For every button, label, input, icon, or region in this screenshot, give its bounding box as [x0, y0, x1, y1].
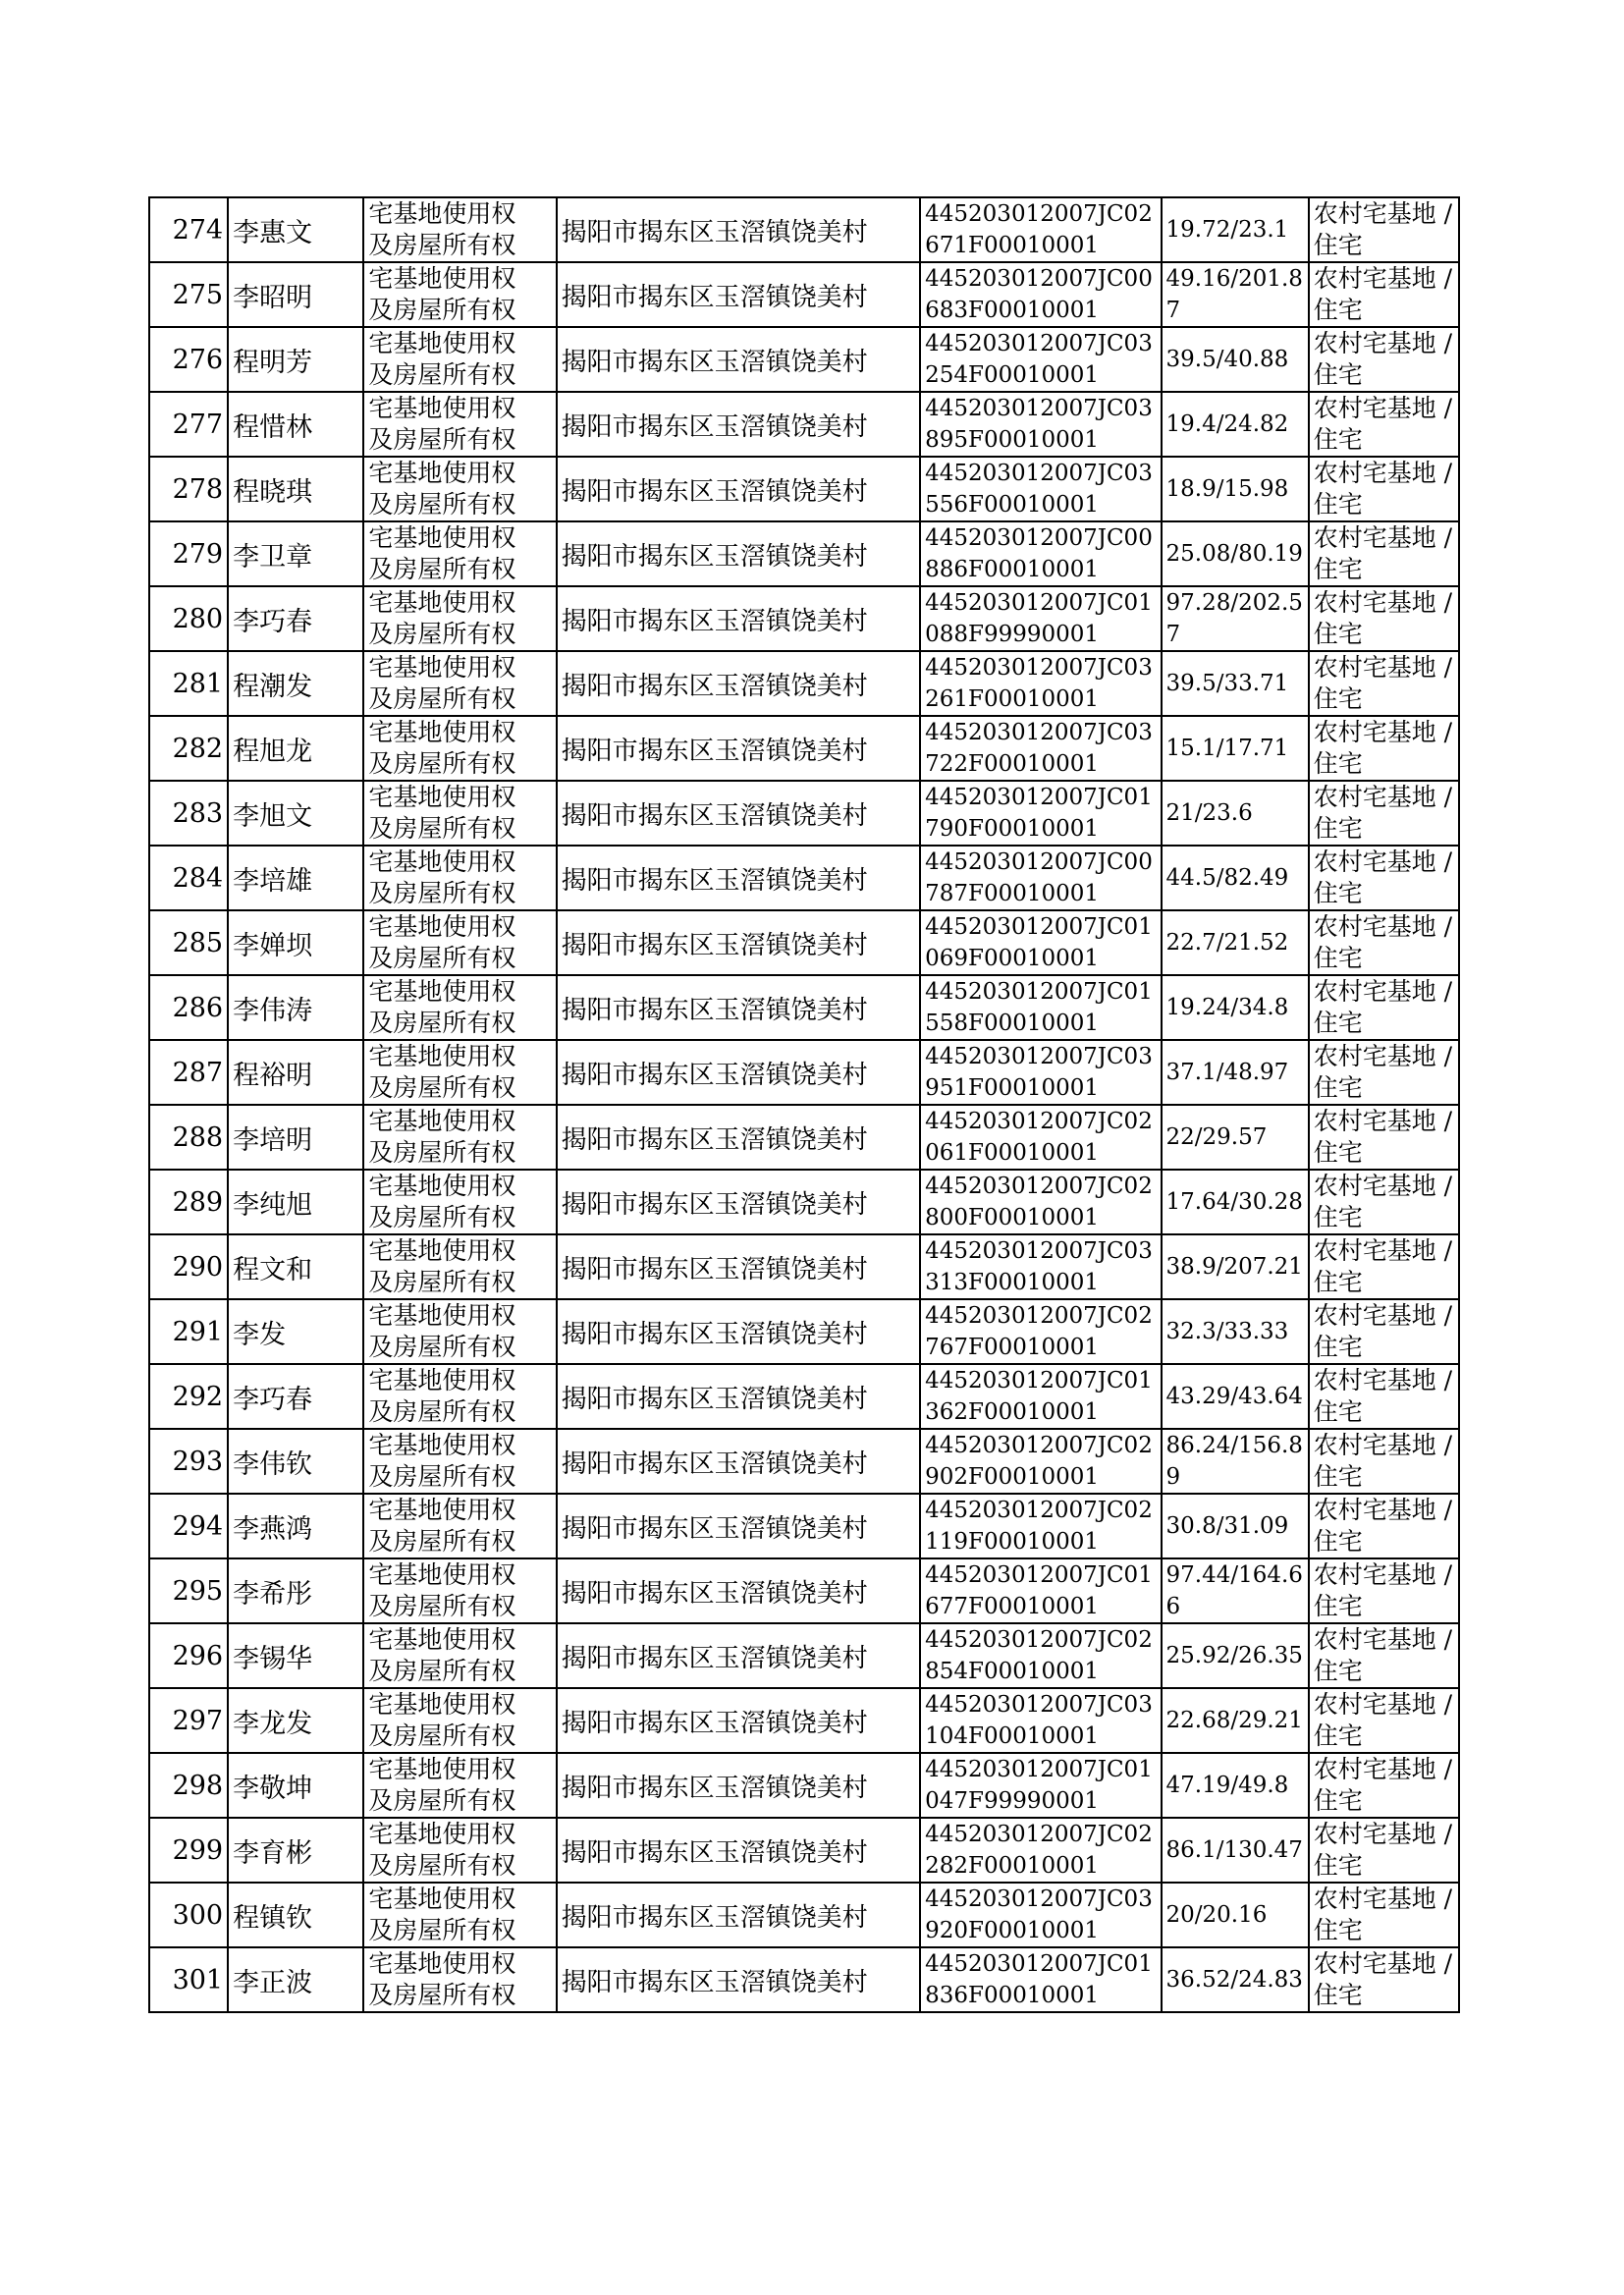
owner-name-cell: 李旭文	[228, 781, 363, 846]
land-use-cell: 农村宅基地 / 住宅	[1309, 1429, 1459, 1494]
property-location-cell: 揭阳市揭东区玉滘镇饶美村	[557, 1299, 921, 1364]
table-row	[149, 1753, 1459, 1818]
owner-name-cell: 李龙发	[228, 1688, 363, 1753]
land-use-cell: 农村宅基地 / 住宅	[1309, 781, 1459, 846]
unit-code-cell: 445203012007JC01790F00010001	[920, 781, 1161, 846]
record-number-cell: 284	[149, 846, 228, 910]
area-value-cell: 19.4/24.82	[1162, 392, 1309, 457]
table-row	[149, 1947, 1459, 2012]
property-location-cell: 揭阳市揭东区玉滘镇饶美村	[557, 910, 921, 975]
land-use-cell: 农村宅基地 / 住宅	[1309, 1883, 1459, 1947]
record-number-cell: 277	[149, 392, 228, 457]
table-row	[149, 197, 1459, 262]
land-use-cell: 农村宅基地 / 住宅	[1309, 1170, 1459, 1234]
record-number-cell: 288	[149, 1105, 228, 1170]
table-row	[149, 521, 1459, 586]
record-number-cell: 281	[149, 651, 228, 716]
property-register-table	[148, 196, 1460, 2013]
owner-name-cell: 李纯旭	[228, 1170, 363, 1234]
area-value-cell: 18.9/15.98	[1162, 457, 1309, 521]
record-number-cell: 274	[149, 197, 228, 262]
record-number-cell: 283	[149, 781, 228, 846]
unit-code-cell: 445203012007JC02800F00010001	[920, 1170, 1161, 1234]
area-value-cell: 86.24/156.89	[1162, 1429, 1309, 1494]
property-location-cell: 揭阳市揭东区玉滘镇饶美村	[557, 1364, 921, 1429]
right-type-cell: 宅基地使用权 及房屋所有权	[363, 1494, 556, 1558]
land-use-cell: 农村宅基地 / 住宅	[1309, 457, 1459, 521]
land-use-cell: 农村宅基地 / 住宅	[1309, 1753, 1459, 1818]
owner-name-cell: 程裕明	[228, 1040, 363, 1105]
table-row	[149, 910, 1459, 975]
table-row	[149, 1105, 1459, 1170]
area-value-cell: 15.1/17.71	[1162, 716, 1309, 781]
owner-name-cell: 程旭龙	[228, 716, 363, 781]
record-number-cell: 278	[149, 457, 228, 521]
record-number-cell: 289	[149, 1170, 228, 1234]
record-number-cell: 275	[149, 262, 228, 327]
record-number-cell: 282	[149, 716, 228, 781]
record-number-cell: 279	[149, 521, 228, 586]
property-location-cell: 揭阳市揭东区玉滘镇饶美村	[557, 846, 921, 910]
right-type-cell: 宅基地使用权 及房屋所有权	[363, 1105, 556, 1170]
owner-name-cell: 程惜林	[228, 392, 363, 457]
record-number-cell: 276	[149, 327, 228, 392]
property-location-cell: 揭阳市揭东区玉滘镇饶美村	[557, 716, 921, 781]
land-use-cell: 农村宅基地 / 住宅	[1309, 975, 1459, 1040]
unit-code-cell: 445203012007JC02767F00010001	[920, 1299, 1161, 1364]
property-location-cell: 揭阳市揭东区玉滘镇饶美村	[557, 327, 921, 392]
unit-code-cell: 445203012007JC01558F00010001	[920, 975, 1161, 1040]
record-number-cell: 292	[149, 1364, 228, 1429]
right-type-cell: 宅基地使用权 及房屋所有权	[363, 1688, 556, 1753]
right-type-cell: 宅基地使用权 及房屋所有权	[363, 1883, 556, 1947]
property-location-cell: 揭阳市揭东区玉滘镇饶美村	[557, 1818, 921, 1883]
unit-code-cell: 445203012007JC02061F00010001	[920, 1105, 1161, 1170]
record-number-cell: 297	[149, 1688, 228, 1753]
area-value-cell: 37.1/48.97	[1162, 1040, 1309, 1105]
record-number-cell: 296	[149, 1623, 228, 1688]
area-value-cell: 19.24/34.8	[1162, 975, 1309, 1040]
record-number-cell: 294	[149, 1494, 228, 1558]
right-type-cell: 宅基地使用权 及房屋所有权	[363, 781, 556, 846]
land-use-cell: 农村宅基地 / 住宅	[1309, 262, 1459, 327]
right-type-cell: 宅基地使用权 及房屋所有权	[363, 1818, 556, 1883]
table-row	[149, 1040, 1459, 1105]
land-use-cell: 农村宅基地 / 住宅	[1309, 1299, 1459, 1364]
land-use-cell: 农村宅基地 / 住宅	[1309, 521, 1459, 586]
unit-code-cell: 445203012007JC02282F00010001	[920, 1818, 1161, 1883]
right-type-cell: 宅基地使用权 及房屋所有权	[363, 392, 556, 457]
land-use-cell: 农村宅基地 / 住宅	[1309, 197, 1459, 262]
area-value-cell: 20/20.16	[1162, 1883, 1309, 1947]
land-use-cell: 农村宅基地 / 住宅	[1309, 1364, 1459, 1429]
owner-name-cell: 李锡华	[228, 1623, 363, 1688]
area-value-cell: 25.08/80.19	[1162, 521, 1309, 586]
property-location-cell: 揭阳市揭东区玉滘镇饶美村	[557, 1947, 921, 2012]
record-number-cell: 287	[149, 1040, 228, 1105]
right-type-cell: 宅基地使用权 及房屋所有权	[363, 975, 556, 1040]
area-value-cell: 21/23.6	[1162, 781, 1309, 846]
area-value-cell: 47.19/49.8	[1162, 1753, 1309, 1818]
table-row	[149, 586, 1459, 651]
record-number-cell: 300	[149, 1883, 228, 1947]
property-location-cell: 揭阳市揭东区玉滘镇饶美村	[557, 586, 921, 651]
land-use-cell: 农村宅基地 / 住宅	[1309, 586, 1459, 651]
property-location-cell: 揭阳市揭东区玉滘镇饶美村	[557, 1429, 921, 1494]
owner-name-cell: 程晓琪	[228, 457, 363, 521]
property-location-cell: 揭阳市揭东区玉滘镇饶美村	[557, 1494, 921, 1558]
area-value-cell: 22.7/21.52	[1162, 910, 1309, 975]
unit-code-cell: 445203012007JC02854F00010001	[920, 1623, 1161, 1688]
unit-code-cell: 445203012007JC03951F00010001	[920, 1040, 1161, 1105]
land-use-cell: 农村宅基地 / 住宅	[1309, 1558, 1459, 1623]
unit-code-cell: 445203012007JC00886F00010001	[920, 521, 1161, 586]
unit-code-cell: 445203012007JC01088F99990001	[920, 586, 1161, 651]
property-location-cell: 揭阳市揭东区玉滘镇饶美村	[557, 975, 921, 1040]
unit-code-cell: 445203012007JC02671F00010001	[920, 197, 1161, 262]
owner-name-cell: 李惠文	[228, 197, 363, 262]
land-use-cell: 农村宅基地 / 住宅	[1309, 651, 1459, 716]
area-value-cell: 39.5/40.88	[1162, 327, 1309, 392]
record-number-cell: 298	[149, 1753, 228, 1818]
area-value-cell: 36.52/24.83	[1162, 1947, 1309, 2012]
owner-name-cell: 李巧春	[228, 1364, 363, 1429]
area-value-cell: 25.92/26.35	[1162, 1623, 1309, 1688]
area-value-cell: 86.1/130.47	[1162, 1818, 1309, 1883]
table-row	[149, 1818, 1459, 1883]
unit-code-cell: 445203012007JC03920F00010001	[920, 1883, 1161, 1947]
property-location-cell: 揭阳市揭东区玉滘镇饶美村	[557, 457, 921, 521]
record-number-cell: 290	[149, 1234, 228, 1299]
owner-name-cell: 李育彬	[228, 1818, 363, 1883]
table-row	[149, 1558, 1459, 1623]
land-use-cell: 农村宅基地 / 住宅	[1309, 846, 1459, 910]
land-use-cell: 农村宅基地 / 住宅	[1309, 1494, 1459, 1558]
record-number-cell: 285	[149, 910, 228, 975]
unit-code-cell: 445203012007JC01047F99990001	[920, 1753, 1161, 1818]
right-type-cell: 宅基地使用权 及房屋所有权	[363, 1364, 556, 1429]
unit-code-cell: 445203012007JC01836F00010001	[920, 1947, 1161, 2012]
area-value-cell: 43.29/43.64	[1162, 1364, 1309, 1429]
property-location-cell: 揭阳市揭东区玉滘镇饶美村	[557, 1688, 921, 1753]
property-location-cell: 揭阳市揭东区玉滘镇饶美村	[557, 1105, 921, 1170]
right-type-cell: 宅基地使用权 及房屋所有权	[363, 521, 556, 586]
unit-code-cell: 445203012007JC03313F00010001	[920, 1234, 1161, 1299]
area-value-cell: 22/29.57	[1162, 1105, 1309, 1170]
property-location-cell: 揭阳市揭东区玉滘镇饶美村	[557, 1753, 921, 1818]
property-location-cell: 揭阳市揭东区玉滘镇饶美村	[557, 521, 921, 586]
table-row	[149, 457, 1459, 521]
area-value-cell: 17.64/30.28	[1162, 1170, 1309, 1234]
unit-code-cell: 445203012007JC03254F00010001	[920, 327, 1161, 392]
owner-name-cell: 李培明	[228, 1105, 363, 1170]
table-row	[149, 1299, 1459, 1364]
owner-name-cell: 李伟钦	[228, 1429, 363, 1494]
area-value-cell: 38.9/207.21	[1162, 1234, 1309, 1299]
property-location-cell: 揭阳市揭东区玉滘镇饶美村	[557, 781, 921, 846]
land-use-cell: 农村宅基地 / 住宅	[1309, 1105, 1459, 1170]
table-row	[149, 262, 1459, 327]
unit-code-cell: 445203012007JC00787F00010001	[920, 846, 1161, 910]
owner-name-cell: 李巧春	[228, 586, 363, 651]
table-row	[149, 651, 1459, 716]
owner-name-cell: 程潮发	[228, 651, 363, 716]
property-location-cell: 揭阳市揭东区玉滘镇饶美村	[557, 1558, 921, 1623]
area-value-cell: 49.16/201.87	[1162, 262, 1309, 327]
area-value-cell: 22.68/29.21	[1162, 1688, 1309, 1753]
unit-code-cell: 445203012007JC03556F00010001	[920, 457, 1161, 521]
right-type-cell: 宅基地使用权 及房屋所有权	[363, 1558, 556, 1623]
owner-name-cell: 程镇钦	[228, 1883, 363, 1947]
land-use-cell: 农村宅基地 / 住宅	[1309, 1947, 1459, 2012]
record-number-cell: 301	[149, 1947, 228, 2012]
right-type-cell: 宅基地使用权 及房屋所有权	[363, 197, 556, 262]
unit-code-cell: 445203012007JC01677F00010001	[920, 1558, 1161, 1623]
right-type-cell: 宅基地使用权 及房屋所有权	[363, 1170, 556, 1234]
property-location-cell: 揭阳市揭东区玉滘镇饶美村	[557, 392, 921, 457]
table-row	[149, 1234, 1459, 1299]
property-location-cell: 揭阳市揭东区玉滘镇饶美村	[557, 1234, 921, 1299]
land-use-cell: 农村宅基地 / 住宅	[1309, 1040, 1459, 1105]
table-row	[149, 1429, 1459, 1494]
land-use-cell: 农村宅基地 / 住宅	[1309, 716, 1459, 781]
table-row	[149, 1623, 1459, 1688]
right-type-cell: 宅基地使用权 及房屋所有权	[363, 1429, 556, 1494]
table-row	[149, 781, 1459, 846]
property-location-cell: 揭阳市揭东区玉滘镇饶美村	[557, 1170, 921, 1234]
unit-code-cell: 445203012007JC03261F00010001	[920, 651, 1161, 716]
register-table-body	[149, 197, 1459, 2012]
table-row	[149, 1883, 1459, 1947]
land-use-cell: 农村宅基地 / 住宅	[1309, 1818, 1459, 1883]
property-location-cell: 揭阳市揭东区玉滘镇饶美村	[557, 197, 921, 262]
right-type-cell: 宅基地使用权 及房屋所有权	[363, 586, 556, 651]
right-type-cell: 宅基地使用权 及房屋所有权	[363, 1947, 556, 2012]
owner-name-cell: 李昭明	[228, 262, 363, 327]
property-location-cell: 揭阳市揭东区玉滘镇饶美村	[557, 1623, 921, 1688]
land-use-cell: 农村宅基地 / 住宅	[1309, 1623, 1459, 1688]
property-location-cell: 揭阳市揭东区玉滘镇饶美村	[557, 1040, 921, 1105]
table-row	[149, 1688, 1459, 1753]
unit-code-cell: 445203012007JC03895F00010001	[920, 392, 1161, 457]
owner-name-cell: 李培雄	[228, 846, 363, 910]
property-location-cell: 揭阳市揭东区玉滘镇饶美村	[557, 1883, 921, 1947]
table-row	[149, 716, 1459, 781]
right-type-cell: 宅基地使用权 及房屋所有权	[363, 651, 556, 716]
right-type-cell: 宅基地使用权 及房屋所有权	[363, 910, 556, 975]
area-value-cell: 39.5/33.71	[1162, 651, 1309, 716]
owner-name-cell: 李敬坤	[228, 1753, 363, 1818]
owner-name-cell: 程文和	[228, 1234, 363, 1299]
right-type-cell: 宅基地使用权 及房屋所有权	[363, 1040, 556, 1105]
record-number-cell: 280	[149, 586, 228, 651]
unit-code-cell: 445203012007JC02902F00010001	[920, 1429, 1161, 1494]
record-number-cell: 299	[149, 1818, 228, 1883]
right-type-cell: 宅基地使用权 及房屋所有权	[363, 262, 556, 327]
land-use-cell: 农村宅基地 / 住宅	[1309, 392, 1459, 457]
record-number-cell: 291	[149, 1299, 228, 1364]
property-location-cell: 揭阳市揭东区玉滘镇饶美村	[557, 651, 921, 716]
table-row	[149, 975, 1459, 1040]
unit-code-cell: 445203012007JC00683F00010001	[920, 262, 1161, 327]
owner-name-cell: 李希彤	[228, 1558, 363, 1623]
area-value-cell: 30.8/31.09	[1162, 1494, 1309, 1558]
owner-name-cell: 李婵坝	[228, 910, 363, 975]
right-type-cell: 宅基地使用权 及房屋所有权	[363, 1234, 556, 1299]
owner-name-cell: 李正波	[228, 1947, 363, 2012]
owner-name-cell: 李伟涛	[228, 975, 363, 1040]
table-row	[149, 1170, 1459, 1234]
unit-code-cell: 445203012007JC02119F00010001	[920, 1494, 1161, 1558]
table-row	[149, 1494, 1459, 1558]
unit-code-cell: 445203012007JC01362F00010001	[920, 1364, 1161, 1429]
right-type-cell: 宅基地使用权 及房屋所有权	[363, 846, 556, 910]
unit-code-cell: 445203012007JC03104F00010001	[920, 1688, 1161, 1753]
owner-name-cell: 李发	[228, 1299, 363, 1364]
record-number-cell: 295	[149, 1558, 228, 1623]
right-type-cell: 宅基地使用权 及房屋所有权	[363, 1753, 556, 1818]
area-value-cell: 32.3/33.33	[1162, 1299, 1309, 1364]
unit-code-cell: 445203012007JC01069F00010001	[920, 910, 1161, 975]
unit-code-cell: 445203012007JC03722F00010001	[920, 716, 1161, 781]
right-type-cell: 宅基地使用权 及房屋所有权	[363, 1299, 556, 1364]
right-type-cell: 宅基地使用权 及房屋所有权	[363, 716, 556, 781]
area-value-cell: 44.5/82.49	[1162, 846, 1309, 910]
owner-name-cell: 程明芳	[228, 327, 363, 392]
owner-name-cell: 李燕鸿	[228, 1494, 363, 1558]
record-number-cell: 293	[149, 1429, 228, 1494]
land-use-cell: 农村宅基地 / 住宅	[1309, 1234, 1459, 1299]
property-location-cell: 揭阳市揭东区玉滘镇饶美村	[557, 262, 921, 327]
land-use-cell: 农村宅基地 / 住宅	[1309, 327, 1459, 392]
right-type-cell: 宅基地使用权 及房屋所有权	[363, 457, 556, 521]
table-row	[149, 392, 1459, 457]
table-row	[149, 846, 1459, 910]
table-row	[149, 327, 1459, 392]
area-value-cell: 19.72/23.1	[1162, 197, 1309, 262]
area-value-cell: 97.44/164.66	[1162, 1558, 1309, 1623]
right-type-cell: 宅基地使用权 及房屋所有权	[363, 1623, 556, 1688]
area-value-cell: 97.28/202.57	[1162, 586, 1309, 651]
land-use-cell: 农村宅基地 / 住宅	[1309, 1688, 1459, 1753]
table-row	[149, 1364, 1459, 1429]
land-use-cell: 农村宅基地 / 住宅	[1309, 910, 1459, 975]
record-number-cell: 286	[149, 975, 228, 1040]
owner-name-cell: 李卫章	[228, 521, 363, 586]
right-type-cell: 宅基地使用权 及房屋所有权	[363, 327, 556, 392]
